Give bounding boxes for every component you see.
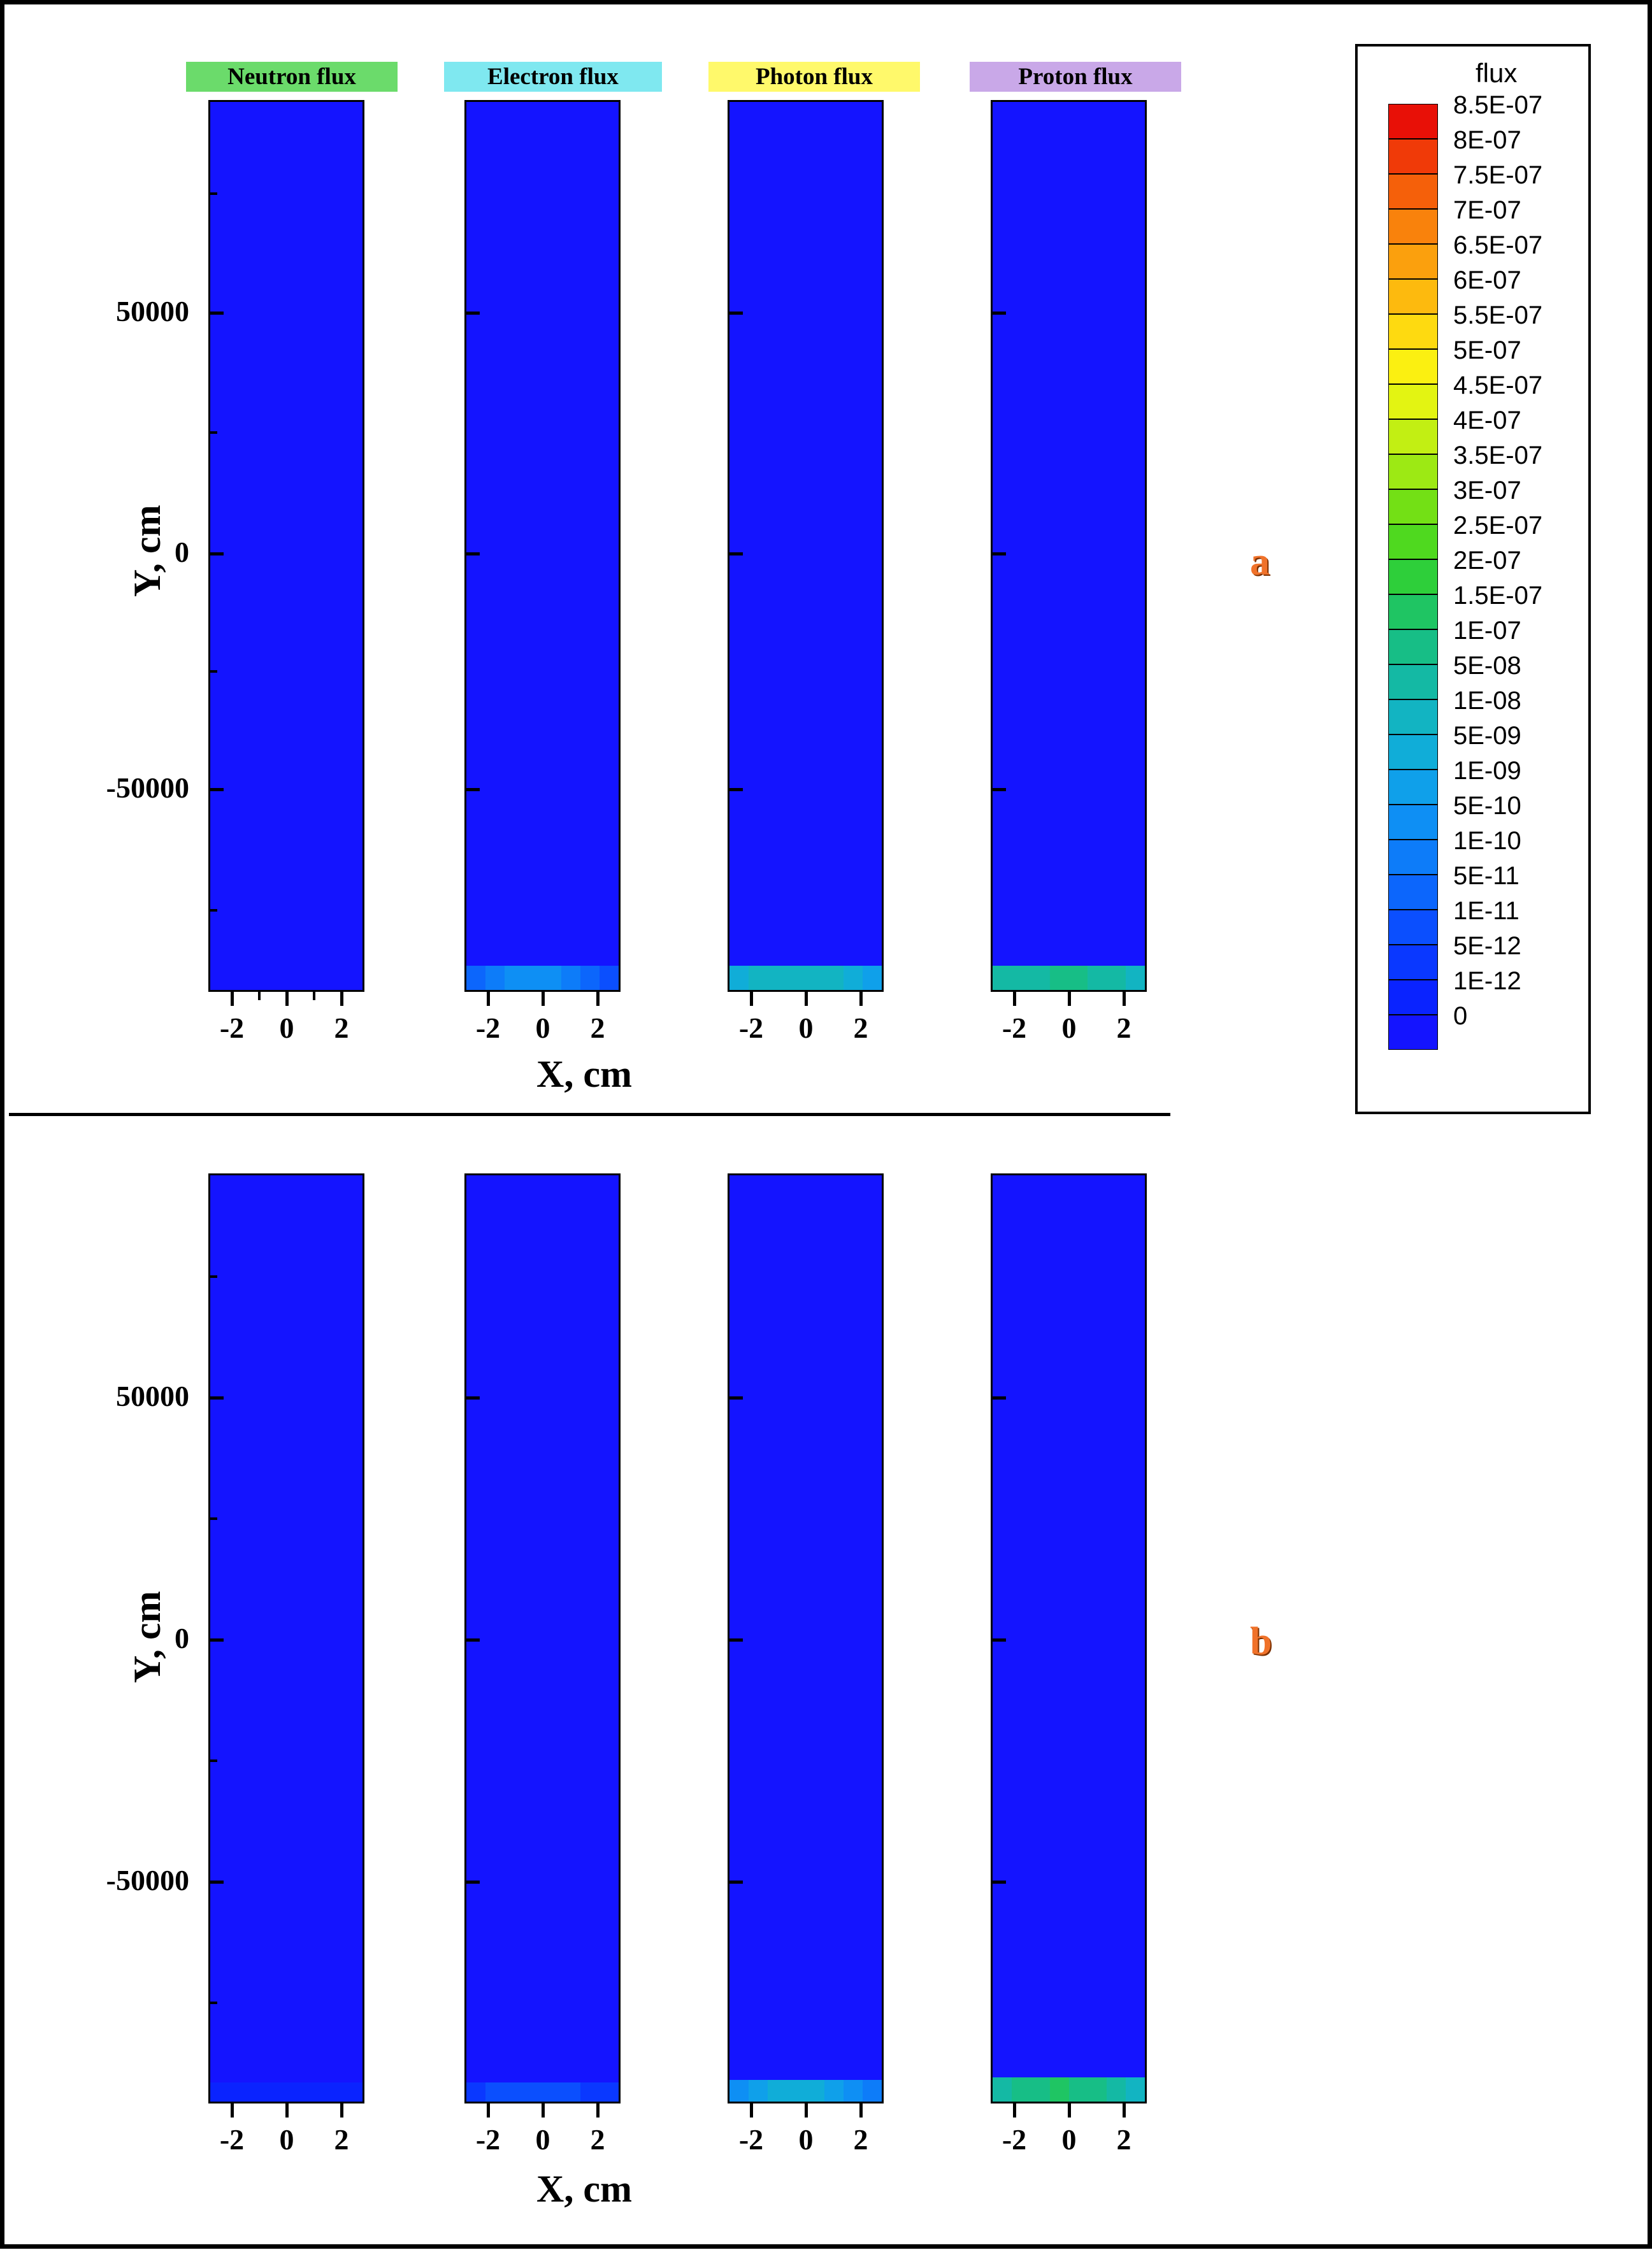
colorbar-swatch	[1388, 840, 1438, 875]
y-tick-major	[208, 312, 224, 315]
x-tick-major	[231, 2103, 234, 2117]
x-tick-major	[1068, 992, 1071, 1006]
x-tick-major	[1013, 2103, 1016, 2117]
y-tick-major	[728, 1396, 743, 1400]
x-tick-label: 2	[334, 2123, 349, 2156]
bottom-band	[210, 966, 363, 990]
x-tick-major	[487, 992, 490, 1006]
heatmap-cell	[824, 966, 844, 990]
heatmap-cell	[561, 2082, 580, 2102]
heatmap-cell	[729, 966, 749, 990]
x-tick-label: -2	[219, 1012, 245, 1044]
y-tick-major	[208, 552, 224, 555]
colorbar-label: 5E-10	[1453, 792, 1521, 820]
colorbar-label: 1E-10	[1453, 827, 1521, 855]
colorbar-swatch	[1388, 875, 1438, 910]
heatmap-cell	[580, 966, 600, 990]
y-tick-major	[208, 1638, 224, 1642]
colorbar-label: 2.5E-07	[1453, 512, 1543, 540]
y-tick-major	[991, 788, 1006, 791]
colorbar-swatch	[1388, 699, 1438, 734]
heatmap-photon-b[interactable]	[728, 1173, 884, 2103]
y-tick-minor	[208, 431, 217, 434]
y-tick-major	[728, 1638, 743, 1642]
heatmap-cell	[287, 2082, 306, 2102]
colorbar-swatch	[1388, 910, 1438, 945]
x-tick-label: 2	[853, 2123, 868, 2156]
x-tick-major	[596, 992, 600, 1006]
heatmap-electron-b[interactable]	[464, 1173, 621, 2103]
x-tick-label: -2	[738, 2123, 764, 2156]
x-tick-label: 0	[1061, 2123, 1077, 2156]
heatmap-cell	[806, 966, 825, 990]
x-tick-major	[805, 992, 808, 1006]
colorbar-swatch	[1388, 419, 1438, 454]
y-tick-major	[464, 1638, 480, 1642]
x-tick-label: 2	[334, 1012, 349, 1044]
y-tick-minor	[208, 1275, 217, 1278]
x-tick-major	[859, 2103, 863, 2117]
x-tick-major	[1068, 2103, 1071, 2117]
colorbar-swatch	[1388, 489, 1438, 524]
y-tick-major	[464, 312, 480, 315]
y-axis-title: Y, cm	[126, 505, 168, 597]
x-tick-label: 2	[590, 1012, 605, 1044]
heatmap-cell	[806, 2080, 825, 2102]
y-tick-label-0: 0	[175, 536, 189, 568]
heatmap-cell	[524, 2082, 543, 2102]
heatmap-cell	[729, 2080, 749, 2102]
heatmap-cell	[505, 2082, 524, 2102]
heatmap-cell	[505, 966, 524, 990]
heatmap-cell	[485, 2082, 505, 2102]
x-tick-minor	[258, 992, 261, 1000]
y-tick-major	[728, 312, 743, 315]
heatmap-cell	[580, 2082, 600, 2102]
x-tick-major	[542, 2103, 545, 2117]
heatmap-cell	[1031, 966, 1050, 990]
x-tick-label: -2	[1002, 1012, 1027, 1044]
heatmap-cell	[543, 2082, 562, 2102]
heatmap-cell	[1031, 2077, 1050, 2102]
x-tick-major	[231, 992, 234, 1006]
x-tick-label: -2	[1002, 2123, 1027, 2156]
heatmap-cell	[561, 966, 580, 990]
y-tick-label-0: 0	[175, 1622, 189, 1654]
heatmap-proton-a[interactable]	[991, 100, 1147, 992]
colorbar-swatch	[1388, 770, 1438, 805]
colorbar-label: 1E-12	[1453, 967, 1521, 995]
colorbar-swatch	[1388, 279, 1438, 314]
heatmap-cell	[229, 966, 248, 990]
heatmap-cell	[287, 966, 306, 990]
panel-label-b: b	[1250, 1620, 1272, 1663]
y-tick-label-neg50000: -50000	[106, 771, 189, 804]
y-tick-major	[991, 552, 1006, 555]
heatmap-photon-a[interactable]	[728, 100, 884, 992]
y-tick-major	[464, 1396, 480, 1400]
colorbar-swatch	[1388, 1015, 1438, 1050]
x-tick-major	[805, 2103, 808, 2117]
bottom-band	[729, 2080, 882, 2102]
heatmap-cell	[305, 2082, 324, 2102]
x-tick-label: -2	[738, 1012, 764, 1044]
y-tick-major	[991, 1396, 1006, 1400]
x-tick-major	[1013, 992, 1016, 1006]
heatmap-cell	[844, 2080, 863, 2102]
x-tick-label: 2	[853, 1012, 868, 1044]
colorbar-label: 3.5E-07	[1453, 441, 1543, 469]
heatmap-cell	[863, 2080, 882, 2102]
bottom-band	[466, 966, 619, 990]
heatmap-cell	[863, 966, 882, 990]
heatmap-cell	[268, 2082, 287, 2102]
map-title-proton-a: Proton flux	[970, 62, 1181, 92]
heatmap-cell	[787, 966, 806, 990]
heatmap-electron-a[interactable]	[464, 100, 621, 992]
y-tick-minor	[208, 670, 217, 673]
y-tick-major	[991, 1881, 1006, 1884]
colorbar-label: 5E-09	[1453, 722, 1521, 750]
x-tick-label: 0	[535, 1012, 550, 1044]
heatmap-cell	[248, 966, 268, 990]
colorbar-label: 1E-09	[1453, 757, 1521, 785]
heatmap-cell	[466, 966, 485, 990]
x-tick-label: 0	[798, 2123, 814, 2156]
heatmap-cell	[1126, 2077, 1145, 2102]
y-tick-major	[464, 788, 480, 791]
colorbar-label: 6.5E-07	[1453, 231, 1543, 259]
heatmap-cell	[824, 2080, 844, 2102]
heatmap-cell	[1012, 966, 1031, 990]
bottom-band	[729, 966, 882, 990]
colorbar-swatch	[1388, 524, 1438, 559]
x-tick-label: 0	[279, 2123, 294, 2156]
heatmap-cell	[1088, 966, 1107, 990]
x-tick-major	[596, 2103, 600, 2117]
heatmap-neutron-b[interactable]	[208, 1173, 364, 2103]
heatmap-cell	[993, 966, 1012, 990]
colorbar-label: 1.5E-07	[1453, 582, 1543, 610]
heatmap-cell	[524, 966, 543, 990]
x-tick-label: -2	[475, 1012, 501, 1044]
y-tick-minor	[208, 1759, 217, 1762]
colorbar-label: 5E-07	[1453, 336, 1521, 364]
y-tick-minor	[208, 1517, 217, 1520]
x-tick-major	[750, 2103, 753, 2117]
heatmap-cell	[248, 2082, 268, 2102]
heatmap-cell	[600, 2082, 619, 2102]
x-tick-label: -2	[475, 2123, 501, 2156]
heatmap-cell	[268, 966, 287, 990]
y-tick-major	[208, 788, 224, 791]
heatmap-cell	[543, 966, 562, 990]
heatmap-cell	[1050, 2077, 1069, 2102]
heatmap-cell	[768, 2080, 787, 2102]
y-tick-major	[728, 1881, 743, 1884]
x-tick-label: 2	[1116, 1012, 1131, 1044]
x-tick-major	[1123, 2103, 1126, 2117]
colorbar-swatch	[1388, 980, 1438, 1015]
colorbar-swatch	[1388, 174, 1438, 209]
colorbar-items	[1358, 47, 1588, 1112]
heatmap-cell	[1069, 966, 1088, 990]
colorbar-label: 3E-07	[1453, 477, 1521, 505]
colorbar-swatch	[1388, 559, 1438, 594]
x-tick-major	[542, 992, 545, 1006]
x-tick-major	[487, 2103, 490, 2117]
heatmap-cell	[485, 966, 505, 990]
heatmap-cell	[1107, 966, 1126, 990]
map-title-photon-a: Photon flux	[708, 62, 920, 92]
heatmap-cell	[749, 2080, 768, 2102]
colorbar-swatch	[1388, 209, 1438, 244]
panel-label-a: a	[1250, 540, 1270, 584]
colorbar-label: 7.5E-07	[1453, 161, 1543, 189]
colorbar-swatch	[1388, 314, 1438, 349]
colorbar-swatch	[1388, 805, 1438, 840]
map-title-neutron-a: Neutron flux	[186, 62, 398, 92]
heatmap-cell	[324, 2082, 343, 2102]
y-tick-minor	[208, 2002, 217, 2004]
y-tick-major	[464, 552, 480, 555]
bottom-band	[993, 2077, 1145, 2102]
colorbar-swatch	[1388, 384, 1438, 419]
heatmap-cell	[466, 2082, 485, 2102]
colorbar-label: 5E-12	[1453, 932, 1521, 960]
colorbar-legend[interactable]	[1355, 44, 1591, 1114]
heatmap-cell	[1012, 2077, 1031, 2102]
colorbar-label: 8E-07	[1453, 126, 1521, 154]
colorbar-swatch	[1388, 594, 1438, 629]
colorbar-label: 1E-08	[1453, 687, 1521, 715]
x-tick-label: 2	[1116, 2123, 1131, 2156]
panel-a	[4, 4, 1270, 1113]
x-tick-label: -2	[219, 2123, 245, 2156]
heatmap-cell	[844, 966, 863, 990]
colorbar-swatch	[1388, 629, 1438, 664]
y-tick-major	[208, 1881, 224, 1884]
colorbar-label: 1E-11	[1453, 897, 1519, 925]
y-tick-major	[208, 1396, 224, 1400]
heatmap-neutron-a[interactable]	[208, 100, 364, 992]
x-tick-label: 0	[535, 2123, 550, 2156]
map-title-electron-a: Electron flux	[444, 62, 662, 92]
colorbar-label: 2E-07	[1453, 547, 1521, 575]
colorbar-swatch	[1388, 349, 1438, 384]
x-tick-label: 2	[590, 2123, 605, 2156]
bottom-band	[466, 2082, 619, 2102]
heatmap-cell	[787, 2080, 806, 2102]
heatmap-cell	[993, 2077, 1012, 2102]
colorbar-label: 6E-07	[1453, 266, 1521, 294]
heatmap-cell	[749, 966, 768, 990]
y-tick-major	[728, 788, 743, 791]
bottom-band	[993, 966, 1145, 990]
colorbar-swatch	[1388, 734, 1438, 770]
colorbar-title: flux	[1476, 58, 1518, 88]
colorbar-label: 8.5E-07	[1453, 91, 1543, 119]
colorbar-swatch	[1388, 104, 1438, 139]
y-tick-major	[464, 1881, 480, 1884]
x-tick-minor	[313, 992, 315, 1000]
y-tick-label-neg50000: -50000	[106, 1864, 189, 1896]
colorbar-label: 7E-07	[1453, 196, 1521, 224]
colorbar-swatch	[1388, 454, 1438, 489]
colorbar-swatch	[1388, 244, 1438, 279]
x-axis-title: X, cm	[536, 2168, 632, 2210]
heatmap-cell	[1126, 966, 1145, 990]
x-tick-major	[285, 992, 289, 1006]
colorbar-label: 5E-11	[1453, 862, 1519, 890]
y-tick-major	[991, 312, 1006, 315]
x-tick-major	[340, 2103, 343, 2117]
y-tick-major	[991, 1638, 1006, 1642]
heatmap-cell	[1069, 2077, 1088, 2102]
heatmap-cell	[343, 966, 363, 990]
colorbar-label: 1E-07	[1453, 617, 1521, 645]
x-tick-major	[1123, 992, 1126, 1006]
x-tick-label: 0	[1061, 1012, 1077, 1044]
y-tick-label-50000: 50000	[116, 295, 189, 327]
heatmap-cell	[768, 966, 787, 990]
heatmap-cell	[600, 966, 619, 990]
x-tick-major	[340, 992, 343, 1006]
heatmap-cell	[1107, 2077, 1126, 2102]
heatmap-cell	[210, 2082, 229, 2102]
y-tick-minor	[208, 192, 217, 195]
colorbar-label: 4.5E-07	[1453, 371, 1543, 399]
x-tick-major	[750, 992, 753, 1006]
heatmap-cell	[1088, 2077, 1107, 2102]
heatmap-cell	[324, 966, 343, 990]
heatmap-proton-b[interactable]	[991, 1173, 1147, 2103]
x-axis-title: X, cm	[536, 1053, 632, 1095]
x-tick-major	[285, 2103, 289, 2117]
heatmap-cell	[305, 966, 324, 990]
y-tick-label-50000: 50000	[116, 1380, 189, 1412]
heatmap-cell	[343, 2082, 363, 2102]
heatmap-cell	[210, 966, 229, 990]
colorbar-swatch	[1388, 664, 1438, 699]
colorbar-label: 4E-07	[1453, 406, 1521, 434]
colorbar-label: 0	[1453, 1002, 1468, 1030]
colorbar-swatch	[1388, 139, 1438, 174]
colorbar-label: 5.5E-07	[1453, 301, 1543, 329]
heatmap-cell	[229, 2082, 248, 2102]
x-tick-label: 0	[798, 1012, 814, 1044]
colorbar-label: 5E-08	[1453, 652, 1521, 680]
heatmap-cell	[1050, 966, 1069, 990]
x-tick-major	[859, 992, 863, 1006]
bottom-band	[210, 2082, 363, 2102]
colorbar-swatch	[1388, 945, 1438, 980]
y-tick-minor	[208, 909, 217, 912]
panel-b	[4, 1116, 1272, 2250]
y-axis-title: Y, cm	[126, 1591, 168, 1683]
x-tick-label: 0	[279, 1012, 294, 1044]
y-tick-major	[728, 552, 743, 555]
